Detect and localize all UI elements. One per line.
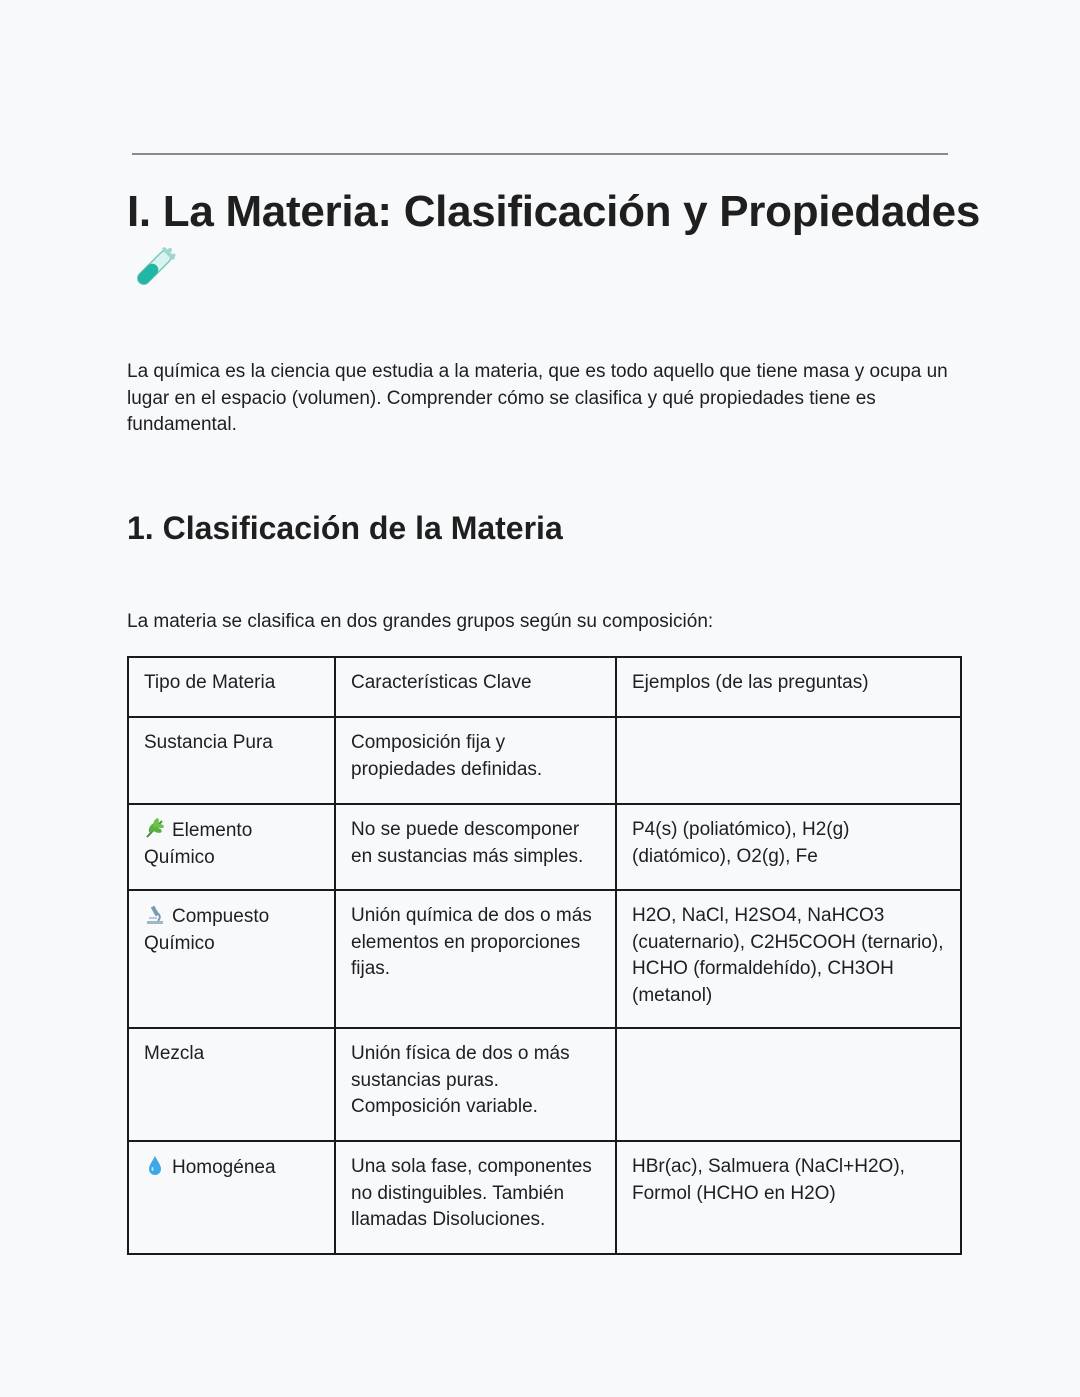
tipo-label: Compuesto Químico <box>144 906 270 954</box>
droplet-icon <box>144 1154 166 1176</box>
caract-cell: Unión física de dos o más sustancias puras. Composición variable. <box>335 1028 616 1141</box>
tipo-cell <box>128 890 335 1028</box>
intro-paragraph: La química es la ciencia que estudia a la materia, que es todo aquello que tiene masa y ocupa un lugar en el espacio (volumen). Comprender cómo se clasifica y qué propiedades tiene es fundamental. <box>127 361 948 435</box>
herb-icon <box>144 817 166 839</box>
tipo-cell <box>128 1028 335 1141</box>
ejemplos-cell <box>616 1028 961 1141</box>
table-row <box>128 717 961 804</box>
caract-cell: No se puede descomponer en sustancias más simples. <box>335 804 616 890</box>
tipo-cell <box>128 1141 335 1254</box>
ejemplos-cell: H2O, NaCl, H2SO4, NaHCO3 (cuaternario), C2H5COOH (ternario), HCHO (formaldehído), CH3OH (metanol) <box>616 890 961 1028</box>
header-cell: Características Clave <box>335 657 616 717</box>
ejemplos-cell: P4(s) (poliatómico), H2(g) (diatómico), O2(g), Fe <box>616 804 961 890</box>
horizontal-rule <box>132 153 948 155</box>
section-lead: La materia se clasifica en dos grandes grupos según su composición: <box>127 611 714 632</box>
tipo-label: Mezcla <box>144 1043 205 1064</box>
ejemplos-cell <box>616 717 961 804</box>
tipo-label: Elemento Químico <box>144 820 253 868</box>
table-row <box>128 1141 961 1254</box>
tipo-label: Sustancia Pura <box>144 732 273 753</box>
section-heading: 1. Clasificación de la Materia <box>127 510 563 546</box>
header-cell: Ejemplos (de las preguntas) <box>616 657 961 717</box>
test-tube-icon <box>128 244 178 294</box>
table-row <box>128 804 961 890</box>
classification-table <box>127 656 962 1255</box>
table-row <box>128 890 961 1028</box>
microscope-icon <box>144 903 166 925</box>
header-cell: Tipo de Materia <box>128 657 335 717</box>
tipo-cell <box>128 717 335 804</box>
tipo-cell <box>128 804 335 890</box>
caract-cell: Una sola fase, componentes no distinguibles. También llamadas Disoluciones. <box>335 1141 616 1254</box>
caract-cell: Composición fija y propiedades definidas. <box>335 717 616 804</box>
ejemplos-cell: HBr(ac), Salmuera (NaCl+H2O), Formol (HCHO en H2O) <box>616 1141 961 1254</box>
caract-cell: Unión química de dos o más elementos en proporciones fijas. <box>335 890 616 1028</box>
table-row <box>128 1028 961 1141</box>
table-header-row <box>128 657 961 717</box>
page-title: I. La Materia: Clasificación y Propiedades <box>127 187 981 236</box>
tipo-label: Homogénea <box>172 1157 276 1178</box>
